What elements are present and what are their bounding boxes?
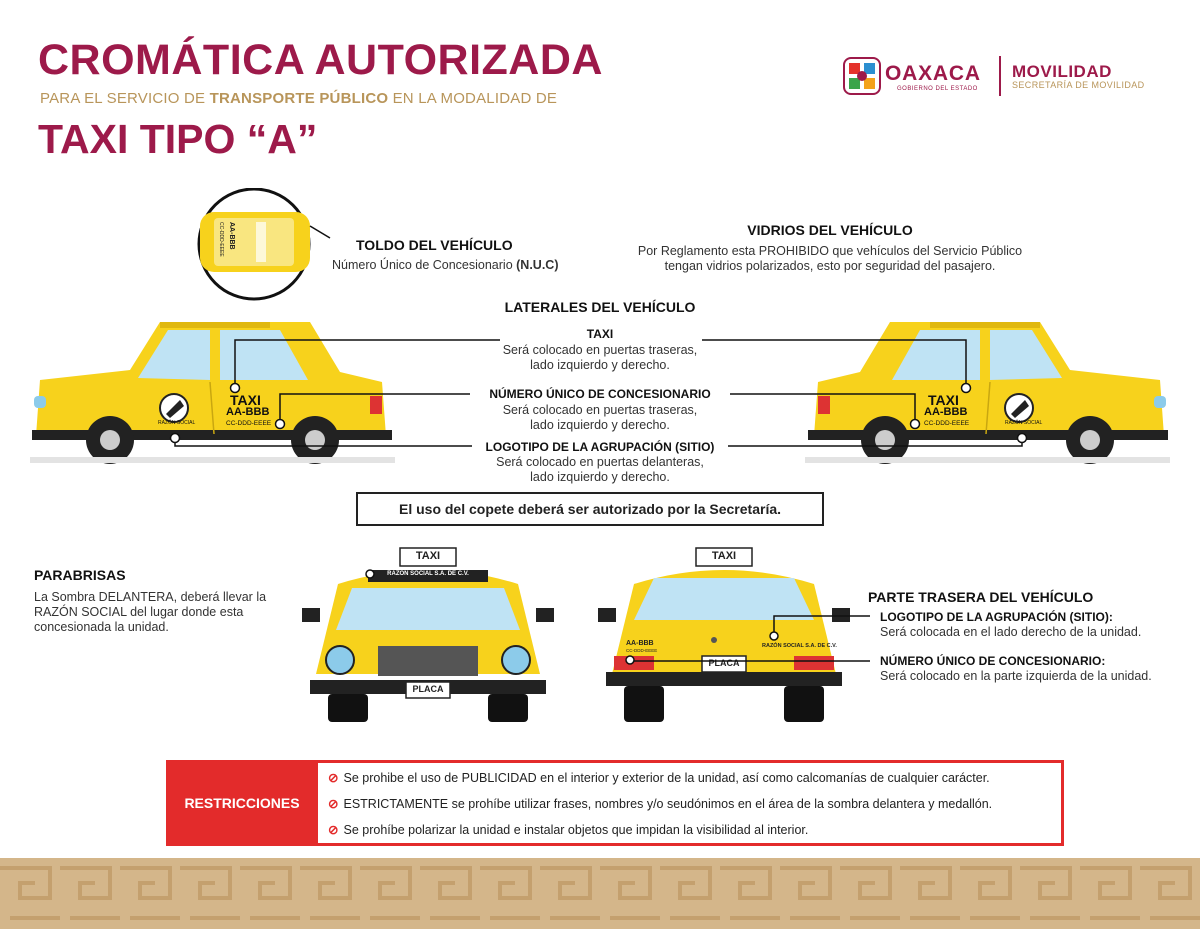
lateral-nuc-line2: lado izquierdo y derecho. — [530, 418, 670, 432]
side-right-razon: RAZÓN SOCIAL — [1005, 420, 1043, 426]
lateral-logo-title: LOGOTIPO DE LA AGRUPACIÓN (SITIO) — [485, 440, 715, 454]
lateral-nuc-title: NÚMERO ÚNICO DE CONCESIONARIO — [489, 387, 711, 401]
oaxaca-logo-text: OAXACA — [885, 62, 981, 85]
roof-plate-sub: CC-DDD-EEEE — [218, 222, 224, 257]
restricciones-label: RESTRICCIONES — [166, 760, 318, 846]
vidrios-line1: Por Reglamento esta PROHIBIDO que vehículos del Servicio Público — [637, 244, 1023, 258]
lateral-taxi-title: TAXI — [586, 327, 614, 341]
prohibited-icon: ⊘ — [328, 797, 339, 811]
parabrisas-line2: RAZÓN SOCIAL del lugar donde esta — [34, 605, 244, 619]
movilidad-logo-text: MOVILIDAD — [1012, 62, 1112, 81]
decorative-pattern-border — [0, 858, 1200, 929]
vidrios-title: VIDRIOS DEL VEHÍCULO — [747, 222, 913, 238]
restriccion-3: ⊘ Se prohíbe polarizar la unidad e instalar objetos que impidan la visibilidad al interior. — [328, 823, 809, 837]
page-title: CROMÁTICA AUTORIZADA — [38, 36, 603, 84]
movilidad-logo-subtext: SECRETARÍA DE MOVILIDAD — [1012, 80, 1145, 90]
side-right-taxi-label: TAXI — [928, 392, 959, 408]
roof-detail-illustration — [186, 188, 336, 308]
trasera-title: PARTE TRASERA DEL VEHÍCULO — [868, 589, 1094, 605]
restriccion-1: ⊘ Se prohibe el uso de PUBLICIDAD en el interior y exterior de la unidad, así como calcomanías de cualquier carácter. — [328, 771, 990, 785]
prohibited-icon: ⊘ — [328, 771, 339, 785]
front-placa: PLACA — [412, 684, 444, 694]
trasera-logo-text: Será colocada en el lado derecho de la unidad. — [880, 625, 1142, 639]
lateral-taxi-line1: Será colocado en puertas traseras, — [502, 343, 698, 357]
front-rear-callout-lines — [360, 564, 880, 674]
side-right-plate: AA-BBB — [924, 406, 968, 418]
vidrios-line2: tengan vidrios polarizados, esto por seguridad del pasajero. — [664, 259, 996, 273]
rear-placa: PLACA — [708, 658, 740, 668]
rear-razon-social: RAZÓN SOCIAL S.A. DE C.V. — [762, 643, 837, 649]
logo-divider — [999, 56, 1001, 96]
lateral-logo-line1: Será colocado en puertas delanteras, — [496, 455, 704, 469]
trasera-nuc-text: Será colocado en la parte izquierda de la unidad. — [880, 669, 1152, 683]
side-left-taxi-label: TAXI — [230, 392, 261, 408]
lateral-nuc-line1: Será colocado en puertas traseras, — [502, 403, 698, 417]
front-razon-social: RAZÓN SOCIAL S.A. DE C.V. — [387, 571, 469, 577]
page-title-taxi: TAXI TIPO “A” — [38, 116, 318, 162]
laterales-title: LATERALES DEL VEHÍCULO — [504, 299, 696, 315]
oaxaca-logo-subtext: GOBIERNO DEL ESTADO — [897, 86, 978, 92]
page-subtitle: PARA EL SERVICIO DE TRANSPORTE PÚBLICO EN LA MODALIDAD DE — [40, 90, 558, 107]
oaxaca-emblem-icon — [842, 56, 882, 96]
toldo-title: TOLDO DEL VEHÍCULO — [356, 237, 513, 253]
rear-plate: AA-BBB — [626, 640, 654, 647]
side-left-plate-sub: CC-DDD-EEEE — [226, 420, 272, 427]
prohibited-icon: ⊘ — [328, 823, 339, 837]
roof-plate: AA-BBB — [228, 222, 235, 250]
restriccion-2: ⊘ ESTRICTAMENTE se prohíbe utilizar frases, nombres y/o seudónimos en el área de la sombra delantera y medallón. — [328, 797, 993, 811]
rear-taxi-sign: TAXI — [711, 550, 737, 562]
side-left-plate: AA-BBB — [226, 406, 270, 418]
parabrisas-line3: concesionada la unidad. — [34, 620, 169, 634]
lateral-taxi-line2: lado izquierdo y derecho. — [530, 358, 670, 372]
side-left-razon: RAZÓN SOCIAL — [158, 420, 196, 426]
parabrisas-title: PARABRISAS — [34, 567, 126, 583]
parabrisas-line1: La Sombra DELANTERA, deberá llevar la — [34, 590, 267, 604]
trasera-nuc-title: NÚMERO ÚNICO DE CONCESIONARIO: — [880, 654, 1106, 668]
toldo-text: Número Único de Concesionario (N.U.C) — [332, 258, 559, 272]
side-right-plate-sub: CC-DDD-EEEE — [924, 420, 970, 427]
rear-plate-sub: CC-DDD-EEEE — [626, 648, 658, 653]
copete-note: El uso del copete deberá ser autorizado por la Secretaría. — [356, 492, 824, 526]
lateral-logo-line2: lado izquierdo y derecho. — [530, 470, 670, 484]
trasera-logo-title: LOGOTIPO DE LA AGRUPACIÓN (SITIO): — [880, 610, 1113, 624]
front-taxi-sign: TAXI — [415, 550, 441, 562]
